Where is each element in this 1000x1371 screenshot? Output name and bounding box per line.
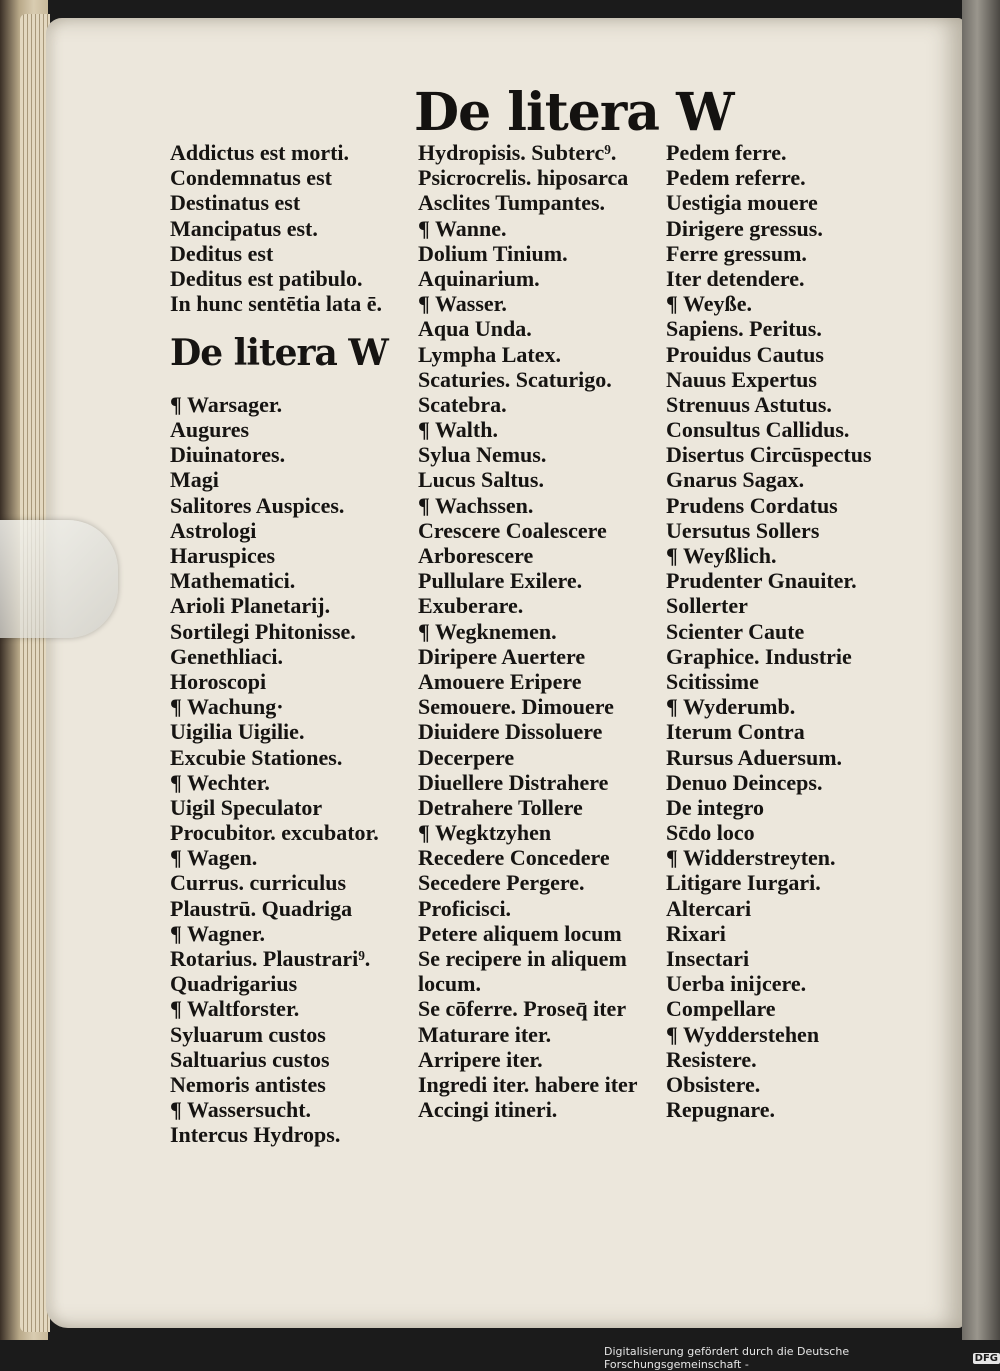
entry-line: Recedere Concedere	[418, 845, 610, 871]
entry-line: Denuo Deinceps.	[666, 769, 823, 795]
entry-line: ¶ Weyße.	[666, 291, 753, 317]
entry-line: Plaustrū. Quadriga	[170, 895, 353, 921]
entry-line: Secedere Pergere.	[418, 870, 585, 896]
entry-line: Astrologi	[170, 517, 257, 543]
entry-line: Quadrigarius	[170, 971, 298, 997]
entry-line: ¶ Wagen.	[170, 845, 258, 871]
entry-line: Uerba inijcere.	[666, 971, 807, 997]
entry-line: Diuidere Dissoluere	[418, 719, 603, 745]
entry-line: Graphice. Industrie	[666, 643, 852, 669]
entry-line: Dirigere gressus.	[666, 215, 823, 241]
entry-line: Dolium Tinium.	[418, 240, 568, 266]
entry-line: Maturare iter.	[418, 1021, 552, 1047]
entry-line: Rursus Aduersum.	[666, 744, 843, 770]
entry-line: Disertus Circūspectus	[666, 442, 872, 468]
entry-line: Ingredi iter. habere iter	[418, 1071, 638, 1097]
entry-line: Uestigia mouere	[666, 190, 818, 216]
entry-line: ¶ Wydderstehen	[666, 1021, 820, 1047]
entry-line: Prudens Cordatus	[666, 492, 838, 518]
entry-line: Prudenter Gnauiter.	[666, 568, 857, 594]
entry-line: Compellare	[666, 996, 776, 1022]
entry-line: Condemnatus est	[170, 165, 332, 191]
right-page-edge	[962, 0, 1000, 1340]
entry-line: Deditus est	[170, 240, 274, 266]
entry-line: Gnarus Sagax.	[666, 467, 805, 493]
entry-line: Syluarum custos	[170, 1021, 326, 1047]
column-middle	[418, 140, 668, 1122]
entry-line: Aquinarium.	[418, 265, 540, 291]
entry-line: Decerpere	[418, 744, 515, 770]
entry-line: Consultus Callidus.	[666, 417, 850, 443]
entry-line: Scienter Caute	[666, 618, 805, 644]
footer	[604, 1345, 1000, 1371]
entry-line: Proficisci.	[418, 895, 512, 921]
entry-line: Procubitor. excubator.	[170, 820, 379, 846]
entry-line: Sc̄do loco	[666, 820, 755, 846]
entry-line: Magi	[170, 467, 219, 493]
entry-line: Sollerter	[666, 593, 748, 619]
entry-line: Uigilia Uigilie.	[170, 719, 305, 745]
page-marker-tab	[0, 520, 118, 638]
entry-line: Arioli Planetarij.	[170, 593, 331, 619]
entry-line: ¶ Waltforster.	[170, 996, 300, 1022]
entry-line: Pedem ferre.	[666, 140, 787, 165]
entry-line: Rixari	[666, 920, 726, 946]
entry-line: ¶ Wyderumb.	[666, 694, 796, 720]
entry-line: Crescere Coalescere	[418, 517, 607, 543]
page-title: De litera W	[414, 82, 734, 143]
entry-line: Strenuus Astutus.	[666, 391, 832, 417]
entry-line: Nauus Expertus	[666, 366, 817, 392]
entry-line: ¶ Warsager.	[170, 391, 283, 417]
entry-line: Diripere Auertere	[418, 643, 586, 669]
entry-line: ¶ Wasser.	[418, 291, 507, 317]
entry-line: Psicrocrelis. hiposarca	[418, 165, 629, 191]
entry-line: Salitores Auspices.	[170, 492, 345, 518]
entry-line: Sylua Nemus.	[418, 442, 547, 468]
entry-line: Augures	[170, 417, 250, 443]
entry-line: Se recipere in aliquem	[418, 946, 627, 971]
entry-line: Asclites Tumpantes.	[418, 190, 606, 216]
column-left	[170, 140, 420, 1148]
entry-line: Addictus est morti.	[170, 140, 350, 165]
entry-line: Amouere Eripere	[418, 668, 582, 694]
entry-line: Intercus Hydrops.	[170, 1122, 341, 1148]
entry-line: Semouere. Dimouere	[418, 694, 614, 720]
entry-line: Pullulare Exilere.	[418, 568, 583, 594]
entry-line: Iter detendere.	[666, 265, 805, 291]
entry-line: Detrahere Tollere	[418, 794, 583, 820]
dfg-logo: DFG	[974, 1352, 998, 1364]
entry-line: Petere aliquem locum	[418, 920, 622, 946]
entry-line: Litigare Iurgari.	[666, 870, 821, 896]
entry-line: ¶ Wechter.	[170, 769, 270, 795]
entry-line: Rotarius. Plaustrari⁹.	[170, 946, 371, 972]
entry-line: Obsistere.	[666, 1071, 761, 1097]
entry-line: Saltuarius custos	[170, 1046, 330, 1072]
entry-line: Arripere iter.	[418, 1046, 543, 1072]
entry-line: Scaturies. Scaturigo.	[418, 366, 612, 392]
entry-line: Mancipatus est.	[170, 215, 318, 241]
section-heading: De litera W	[170, 332, 388, 375]
entry-line: Excubie Stationes.	[170, 744, 343, 770]
entry-line: Genethliaci.	[170, 643, 284, 669]
entry-line: ¶ Weyßlich.	[666, 543, 777, 568]
entry-line: Diuinatores.	[170, 442, 286, 468]
entry-line: Lucus Saltus.	[418, 467, 544, 493]
entry-line: locum.	[418, 971, 481, 997]
entry-line: Altercari	[666, 895, 752, 921]
entry-line: Sortilegi Phitonisse.	[170, 618, 356, 644]
entry-line: Se cōferre. Proseq̄ iter	[418, 996, 627, 1022]
entry-line: Haruspices	[170, 543, 276, 569]
entry-line: ¶ Wassersucht.	[170, 1097, 312, 1123]
entry-line: ¶ Wachssen.	[418, 492, 534, 518]
entry-line: Mathematici.	[170, 568, 296, 594]
entry-line: Accingi itineri.	[418, 1097, 558, 1123]
entry-line: In hunc sentētia lata ē.	[170, 291, 383, 317]
entry-line: ¶ Wanne.	[418, 215, 507, 241]
entry-line: Hydropisis. Subterc⁹.	[418, 140, 617, 165]
footer-text: Digitalisierung gefördert durch die Deutsche Forschungsgemeinschaft -	[604, 1345, 850, 1371]
entry-line: Iterum Contra	[666, 719, 805, 745]
entry-line: De integro	[666, 794, 764, 820]
entry-line: Ferre gressum.	[666, 240, 807, 266]
entry-line: ¶ Wegknemen.	[418, 618, 557, 644]
entry-line: Scitissime	[666, 668, 759, 694]
entry-line: Scatebra.	[418, 391, 507, 417]
column-right	[666, 140, 916, 1122]
entry-line: ¶ Wegktzyhen	[418, 820, 552, 846]
entry-line: Lympha Latex.	[418, 341, 562, 367]
entry-line: Deditus est patibulo.	[170, 265, 363, 291]
entry-line: Currus. curriculus	[170, 870, 346, 896]
entry-line: ¶ Wachung·	[170, 694, 284, 720]
entry-line: Arborescere	[418, 543, 534, 568]
entry-line: Exuberare.	[418, 593, 524, 619]
entry-line: Pedem referre.	[666, 165, 806, 191]
entry-line: ¶ Widderstreyten.	[666, 845, 836, 871]
entry-line: Uigil Speculator	[170, 794, 323, 820]
entry-line: Repugnare.	[666, 1097, 775, 1123]
entry-line: Prouidus Cautus	[666, 341, 824, 367]
entry-line: ¶ Walth.	[418, 417, 498, 443]
entry-line: Resistere.	[666, 1046, 757, 1072]
entry-line: Diuellere Distrahere	[418, 769, 609, 795]
entry-line: Uersutus Sollers	[666, 517, 820, 543]
entry-line: Horoscopi	[170, 668, 267, 694]
entry-line: Destinatus est	[170, 190, 301, 216]
entry-line: Sapiens. Peritus.	[666, 316, 822, 342]
entry-line: Insectari	[666, 946, 750, 971]
entry-line: Aqua Unda.	[418, 316, 532, 342]
entry-line: Nemoris antistes	[170, 1071, 326, 1097]
entry-line: ¶ Wagner.	[170, 920, 266, 946]
